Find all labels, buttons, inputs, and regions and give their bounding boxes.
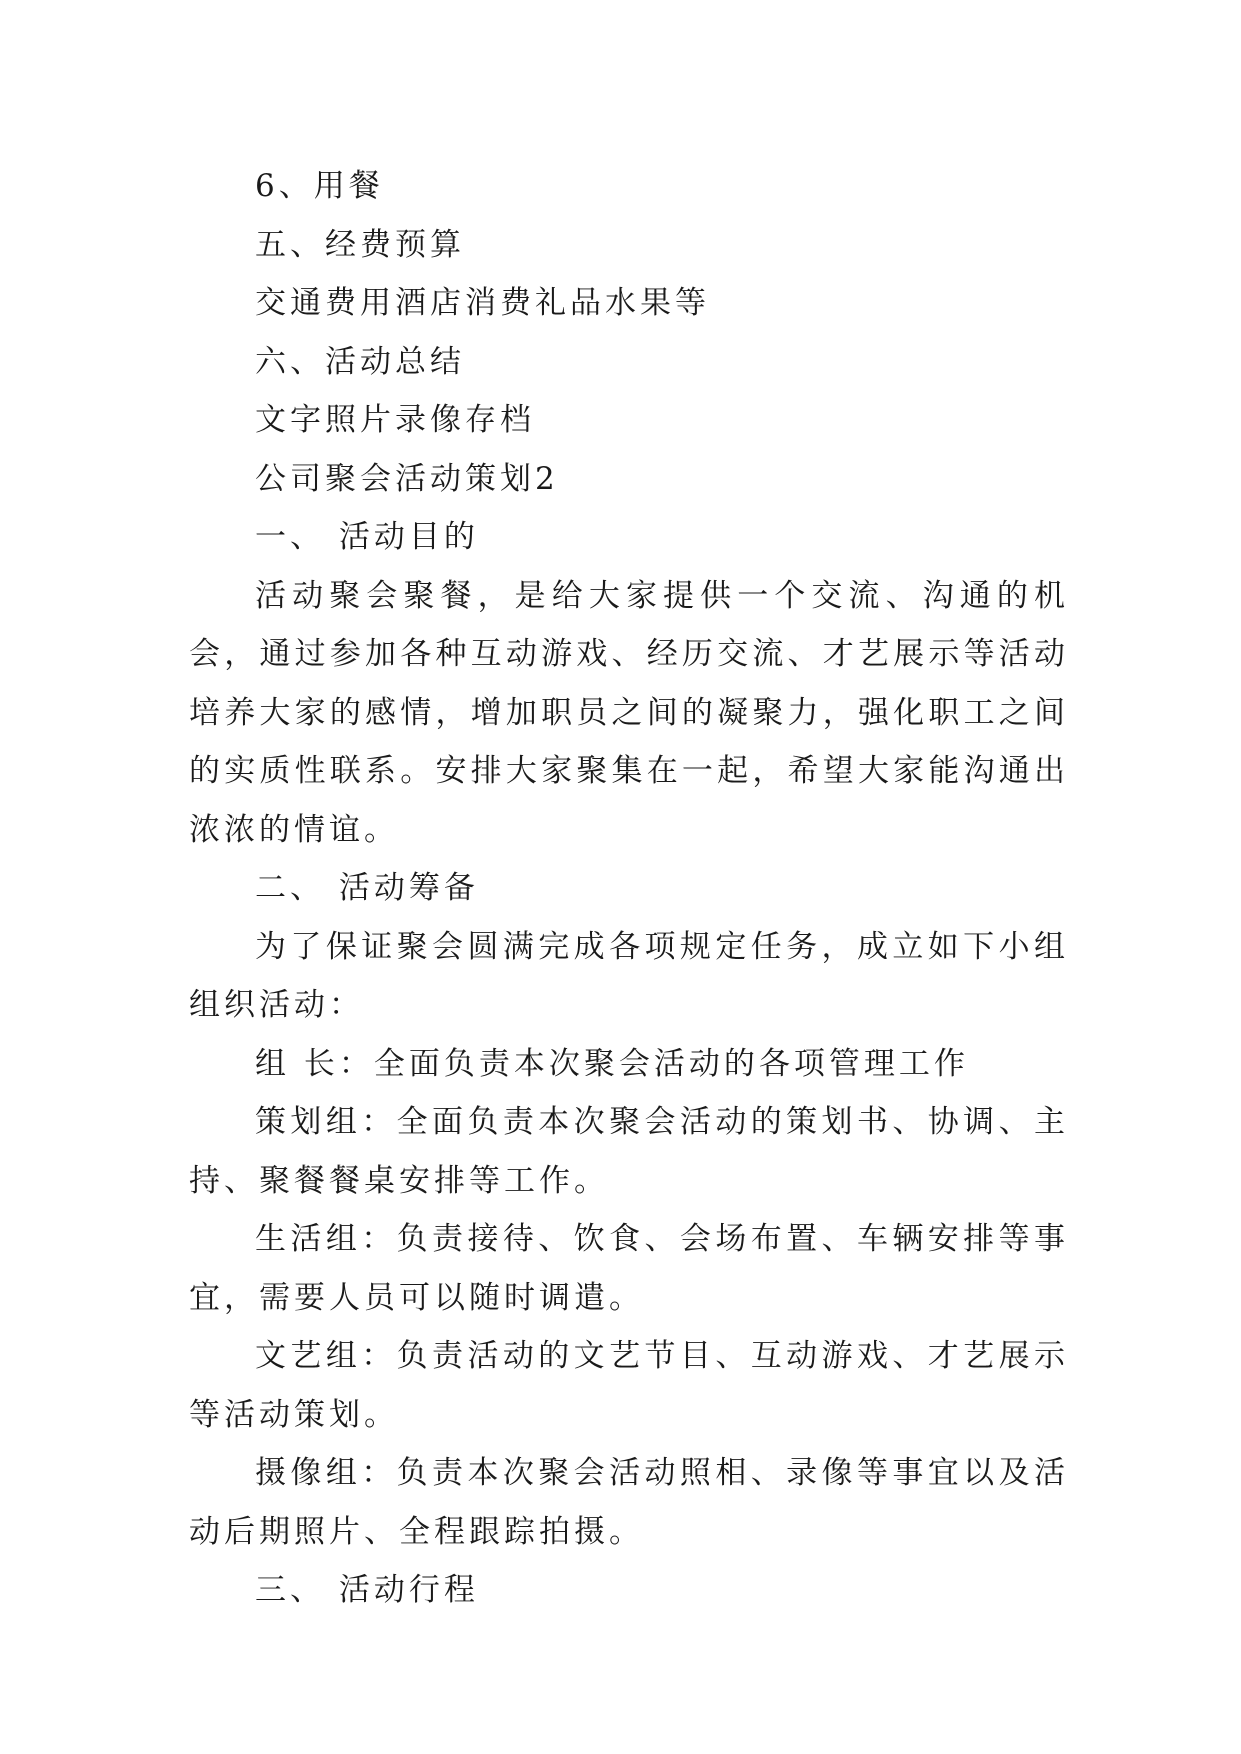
photo-team-paragraph: 摄像组：负责本次聚会活动照相、录像等事宜以及活动后期照片、全程跟踪拍摄。 (189, 1455, 1069, 1550)
summary-items: 文字照片录像存档 (255, 402, 535, 438)
section-heading-schedule: 三、 活动行程 (255, 1572, 479, 1608)
logistics-team-paragraph: 生活组：负责接待、饮食、会场布置、车辆安排等事宜，需要人员可以随时调遣。 (189, 1221, 1069, 1316)
team-leader-paragraph: 组 长：全面负责本次聚会活动的各项管理工作 (255, 1045, 969, 1082)
section-heading-budget: 五、经费预算 (255, 226, 465, 263)
plan-title: 公司聚会活动策划2 (255, 460, 559, 497)
item-meal: 6、用餐 (255, 168, 384, 204)
document-body (189, 157, 1069, 1620)
preparation-paragraph: 为了保证聚会圆满完成各项规定任务，成立如下小组组织活动： (189, 928, 1069, 1023)
budget-items: 交通费用酒店消费礼品水果等 (255, 285, 710, 321)
purpose-paragraph: 活动聚会聚餐，是给大家提供一个交流、沟通的机会，通过参加各种互动游戏、经历交流、才艺展示等活动培养大家的感情，增加职员之间的凝聚力，强化职工之间的实质性联系。安排大家聚集在一起，希望大家能沟通出浓浓的情谊。 (189, 577, 1069, 848)
section-heading-purpose: 一、 活动目的 (255, 519, 479, 555)
section-heading-preparation: 二、 活动筹备 (255, 870, 479, 906)
arts-team-paragraph: 文艺组：负责活动的文艺节目、互动游戏、才艺展示等活动策划。 (189, 1338, 1069, 1433)
section-heading-summary: 六、活动总结 (255, 343, 465, 380)
planning-team-paragraph: 策划组：全面负责本次聚会活动的策划书、协调、主持、聚餐餐桌安排等工作。 (189, 1104, 1069, 1199)
